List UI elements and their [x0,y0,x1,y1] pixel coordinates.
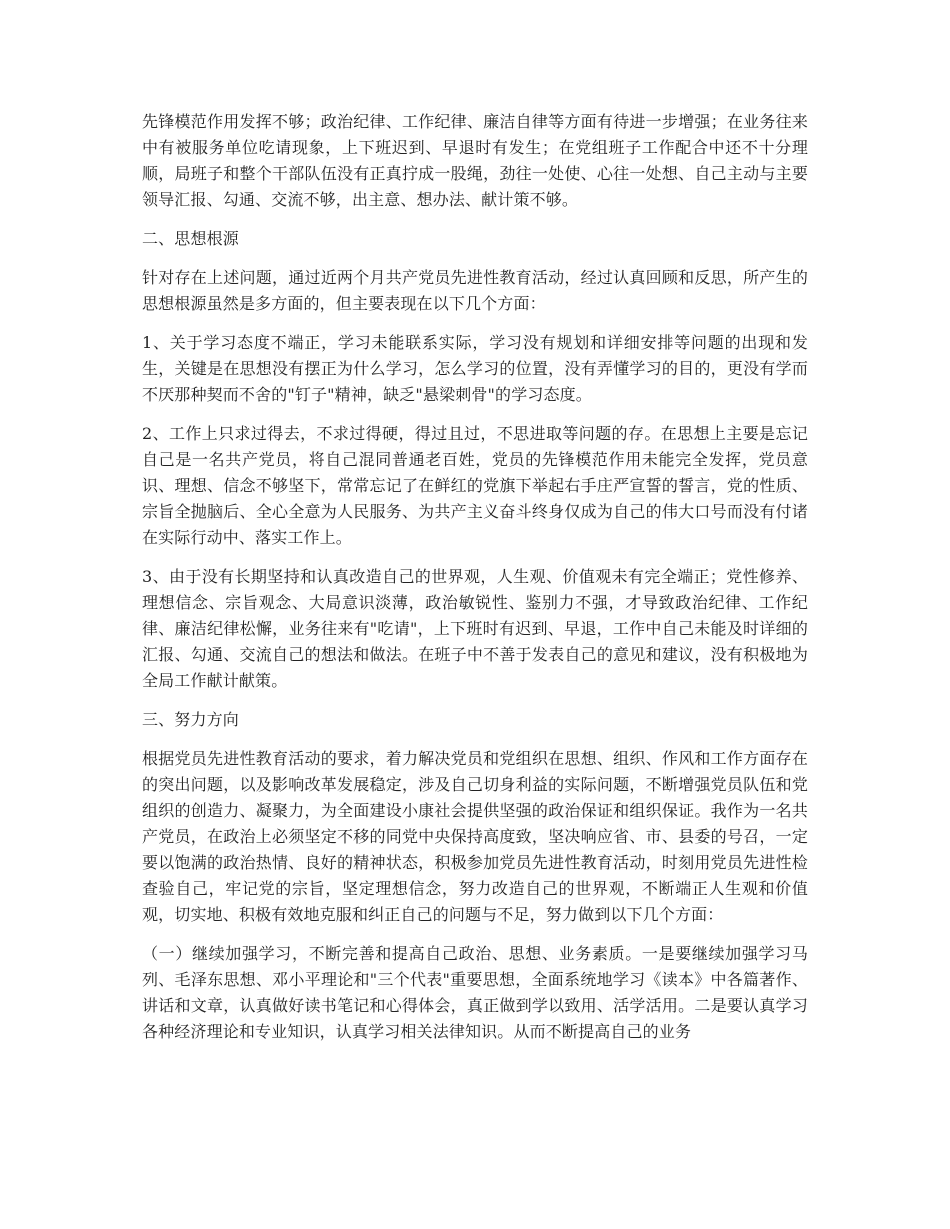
paragraph-root-2: 2、工作上只求过得去，不求过得硬，得过且过，不思进取等问题的存。在思想上主要是忘记自己是一名共产党员，将自己混同普通老百姓，党员的先锋模范作用未能完全发挥，党员意识、理想、信念不够坚下，常常忘记了在鲜红的党旗下举起右手庄严宣誓的誓言，党的性质、宗旨全抛脑后、全心全意为人民服务、为共产主义奋斗终身仅成为自己的伟大口号而没有付诸在实际行动中、落实工作上。 [142,424,808,547]
paragraph-direction-1: （一）继续加强学习，不断完善和提高自己政治、思想、业务素质。一是要继续加强学习马列、毛泽东思想、邓小平理论和"三个代表"重要思想，全面系统地学习《读本》中各篇著作、讲话和文章，认真做好读书笔记和心得体会，真正做到学以致用、活学活用。二是要认真学习各种经济理论和专业知识，认真学习相关法律知识。从而不断提高自己的业务 [142,944,808,1041]
paragraph-root-3: 3、由于没有长期坚持和认真改造自己的世界观，人生观、价值观未有完全端正；党性修养、理想信念、宗旨观念、大局意识淡薄，政治敏锐性、鉴别力不强，才导致政治纪律、工作纪律、廉洁纪律松懈，业务往来有"吃请"，上下班时有迟到、早退，工作中自己未能及时详细的汇报、勾通、交流自己的想法和做法。在班子中不善于发表自己的意见和建议，没有积极地为全局工作献计献策。 [142,567,808,690]
document-page [142,109,808,1058]
paragraph-root-1: 1、关于学习态度不端正，学习未能联系实际，学习没有规划和详细安排等问题的出现和发生，关键是在思想没有摆正为什么学习，怎么学习的位置，没有弄懂学习的目的，更没有学而不厌那种契而不舍的"钉子"精神，缺乏"悬梁刺骨"的学习态度。 [142,333,808,404]
section-heading-ideological-roots: 二、思想根源 [142,229,239,248]
paragraph-shortcomings: 先锋模范作用发挥不够；政治纪律、工作纪律、廉洁自律等方面有待进一步增强；在业务往来中有被服务单位吃请现象，上下班迟到、早退时有发生；在党组班子工作配合中还不十分理顺，局班子和整个干部队伍没有正真拧成一股绳，劲往一处使、心往一处想、自己主动与主要领导汇报、勾通、交流不够，出主意、想办法、献计策不够。 [142,112,808,209]
paragraph-roots-intro: 针对存在上述问题，通过近两个月共产党员先进性教育活动，经过认真回顾和反思，所产生的思想根源虽然是多方面的，但主要表现在以下几个方面： [142,268,808,313]
section-heading-direction: 三、努力方向 [142,710,239,729]
paragraph-direction-intro: 根据党员先进性教育活动的要求，着力解决党员和党组织在思想、组织、作风和工作方面存在的突出问题，以及影响改革发展稳定，涉及自己切身利益的实际问题，不断增强党员队伍和党组织的创造力、凝聚力，为全面建设小康社会提供坚强的政治保证和组织保证。我作为一名共产党员，在政治上必须坚定不移的同党中央保持高度致，坚决响应省、市、县委的号召，一定要以饱满的政治热情、良好的精神状态，积极参加党员先进性教育活动，时刻用党员先进性检查验自己，牢记党的宗旨，坚定理想信念，努力改造自己的世界观，不断端正人生观和价值观，切实地、积极有效地克服和纠正自己的问题与不足，努力做到以下几个方面： [142,749,808,924]
